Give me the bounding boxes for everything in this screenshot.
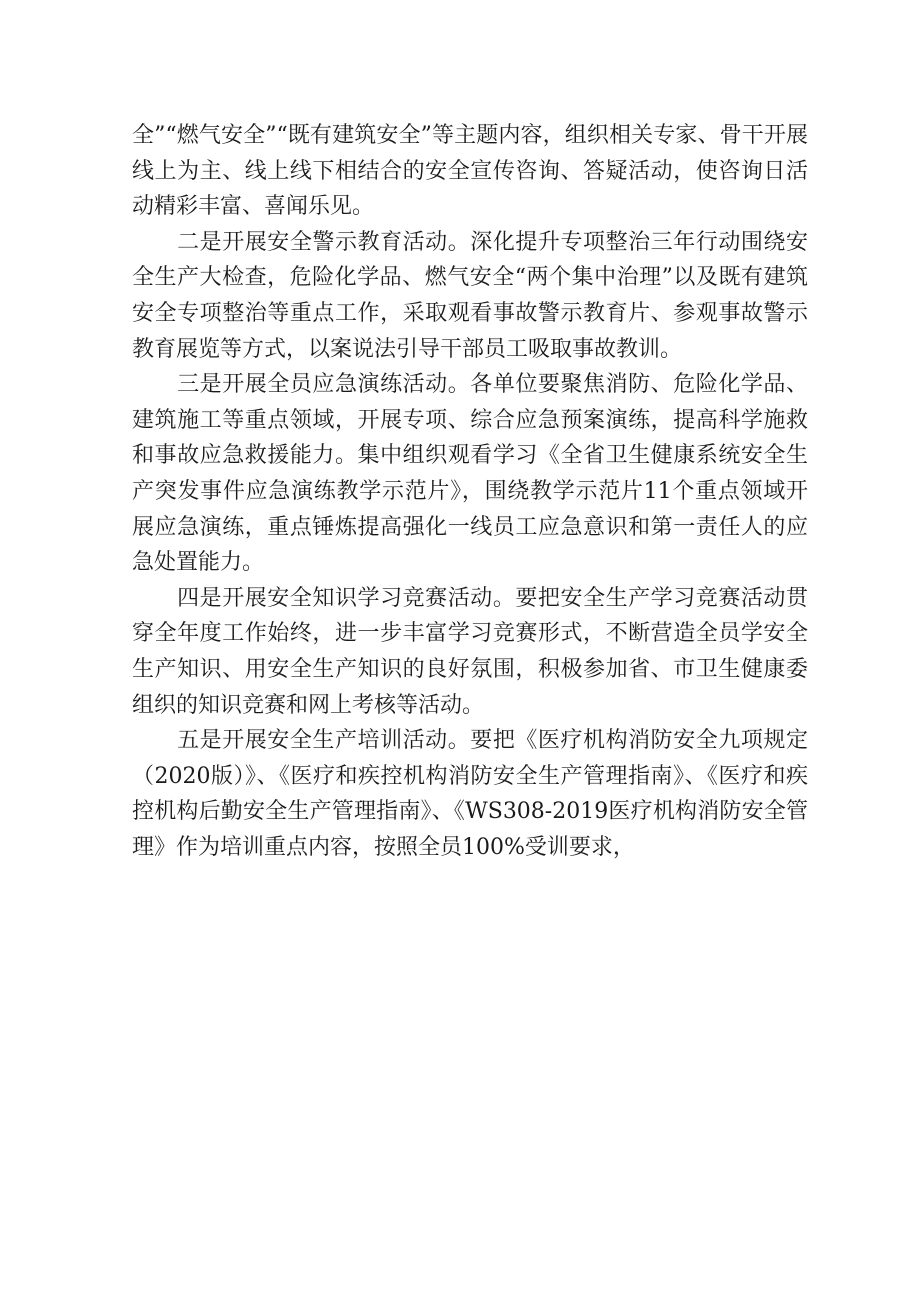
paragraph-continuation: 全”“燃气安全”“既有建筑安全”等主题内容，组织相关专家、骨干开展线上为主、线上线下相结合的安全宣传咨询、答疑活动，使咨询日活动精彩丰富、喜闻乐见。 <box>132 123 808 220</box>
paragraph-emergency-drill: 三是开展全员应急演练活动。各单位要聚焦消防、危险化学品、建筑施工等重点领域，开展专项、综合应急预案演练，提高科学施救和事故应急救援能力。集中组织观看学习《全省卫生健康系统安全生产突发事件应急演练教学示范片》，围绕教学示范片11个重点领域开展应急演练，重点锤炼提高强化一线员工应急意识和第一责任人的应急处置能力。 <box>132 372 808 576</box>
paragraph-knowledge-competition: 四是开展安全知识学习竞赛活动。要把安全生产学习竞赛活动贯穿全年度工作始终，进一步丰富学习竞赛形式，不断营造全员学安全生产知识、用安全生产知识的良好氛围，积极参加省、市卫生健康委组织的知识竞赛和网上考核等活动。 <box>132 585 808 718</box>
document-body <box>132 118 808 865</box>
paragraph-warning-education: 二是开展安全警示教育活动。深化提升专项整治三年行动围绕安全生产大检查，危险化学品、燃气安全“两个集中治理”以及既有建筑安全专项整治等重点工作，采取观看事故警示教育片、参观事故警示教育展览等方式，以案说法引导干部员工吸取事故教训。 <box>132 229 808 362</box>
paragraph-safety-training: 五是开展安全生产培训活动。要把《医疗机构消防安全九项规定（2020版）》、《医疗和疾控机构消防安全生产管理指南》、《医疗和疾控机构后勤安全生产管理指南》、《WS308-2019医疗机构消防安全管理》作为培训重点内容，按照全员100%受训要求， <box>132 728 808 860</box>
